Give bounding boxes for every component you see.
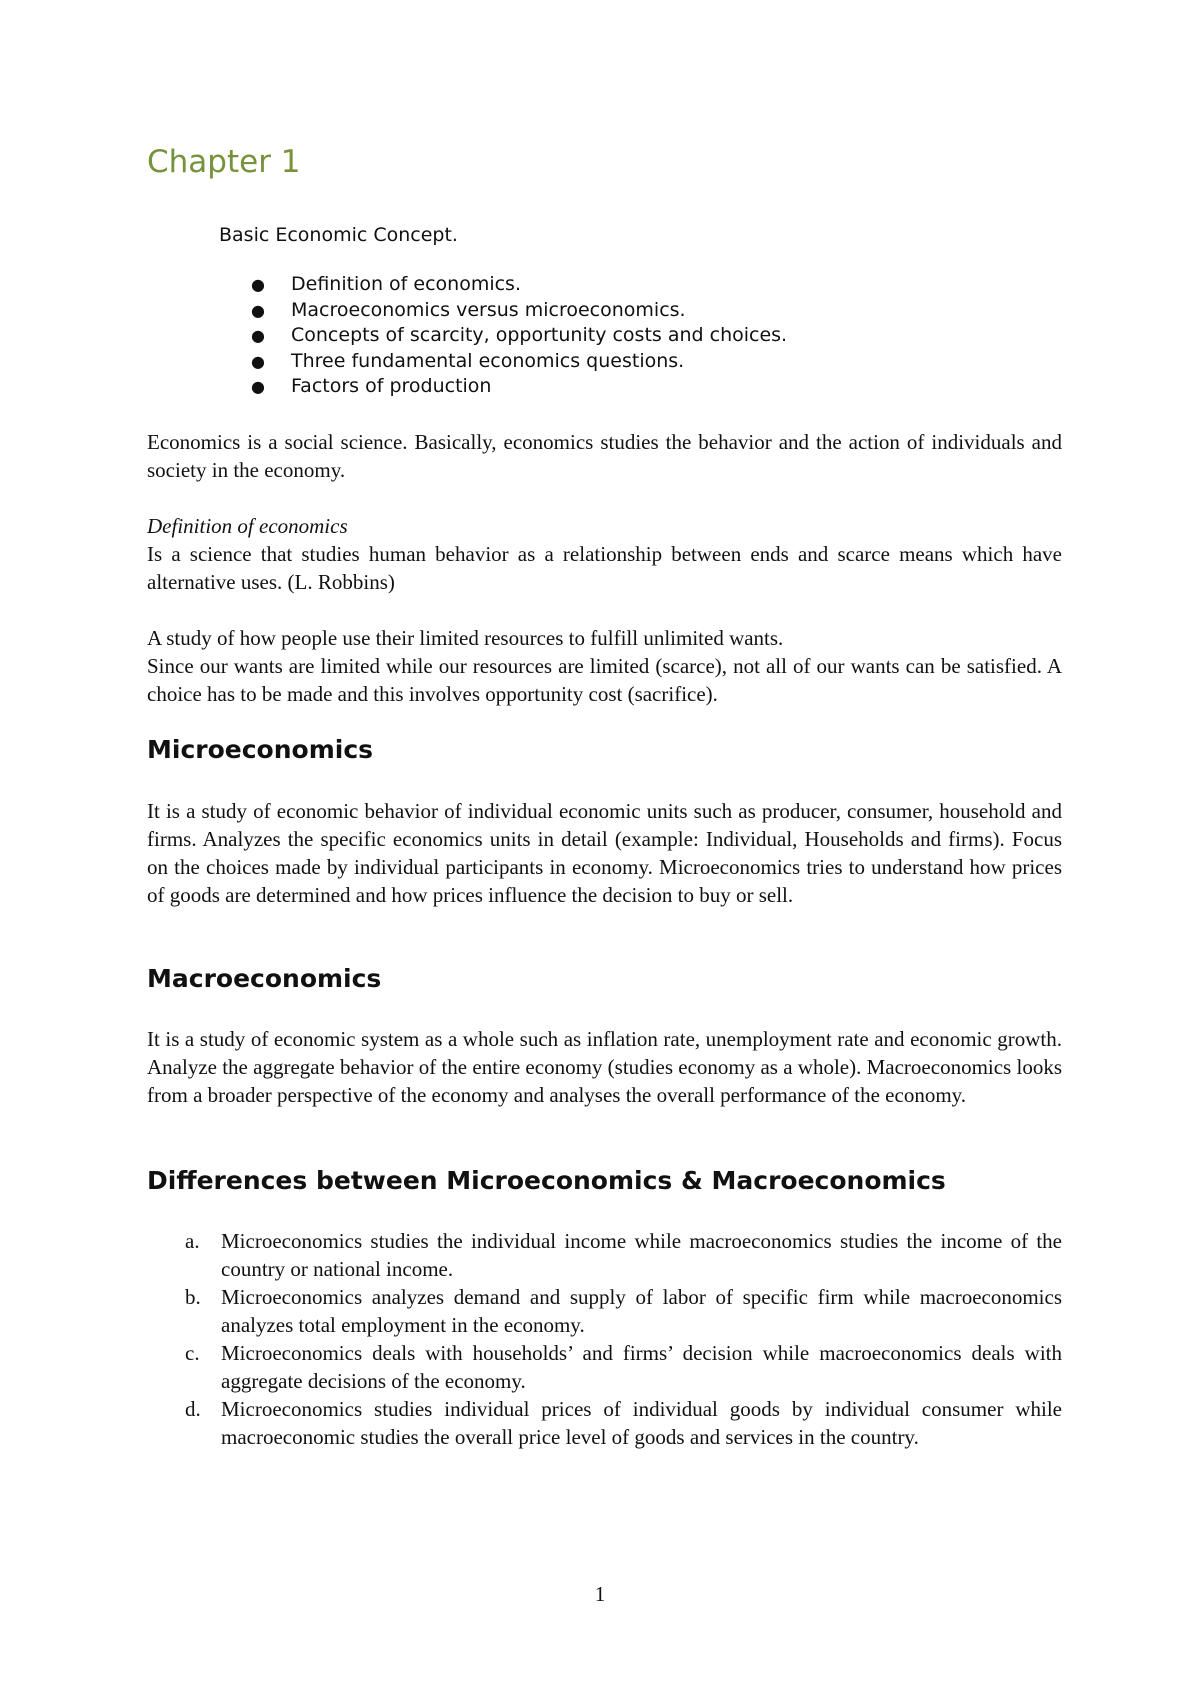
definition-block: [147, 512, 1062, 596]
difference-text: Microeconomics studies individual prices of individual goods by individual consumer while macroeconomic studies the overall price level of goods and services in the country.: [221, 1397, 1062, 1449]
differences-list: [185, 1227, 1062, 1451]
bullet-icon: ●: [251, 300, 265, 320]
difference-item: [185, 1339, 1062, 1395]
difference-text: Microeconomics deals with households’ and firms’ decision while macroeconomics deals with aggregate decisions of the economy.: [221, 1341, 1062, 1393]
scarcity-block: [147, 624, 1062, 708]
since-line: Since our wants are limited while our resources are limited (scarce), not all of our wants can be satisfied. A choice has to be made and this involves opportunity cost (sacrifice).: [147, 654, 1062, 706]
chapter-title: Chapter 1: [147, 144, 301, 180]
topics-intro: Basic Economic Concept.: [219, 224, 458, 246]
topic-item-text: Three fundamental economics questions.: [291, 349, 685, 372]
topic-item: [219, 323, 787, 349]
bullet-icon: ●: [251, 351, 265, 371]
topic-item-text: Concepts of scarcity, opportunity costs and choices.: [291, 324, 788, 346]
list-marker: b.: [185, 1285, 201, 1309]
page-number: 1: [594, 1582, 606, 1606]
topics-list: [219, 272, 787, 400]
definition-heading: Definition of economics: [147, 514, 348, 538]
macro-body: It is a study of economic system as a whole such as inflation rate, unemployment rate and economic growth. Analyze the aggregate behavior of the entire economy (studies economy as a whole). Macroeconomics looks from a broader perspective of the economy and analyses the overall performance of the economy.: [147, 1027, 1062, 1107]
definition-robbins: Is a science that studies human behavior as a relationship between ends and scarce means which have alternative uses. (L. Robbins): [147, 542, 1062, 594]
difference-text: Microeconomics analyzes demand and supply of labor of specific firm while macroeconomics analyzes total employment in the economy.: [221, 1285, 1062, 1337]
difference-item: [185, 1227, 1062, 1283]
topic-item-text: Factors of production: [291, 375, 492, 397]
topic-item-text: Macroeconomics versus microeconomics.: [291, 298, 686, 321]
micro-body: It is a study of economic behavior of individual economic units such as producer, consumer, household and firms. Analyzes the specific economics units in detail (example: Individual, Households and firms). Focus on the choices made by individual participants in economy. Microeconomics tries to understand how prices of goods are determined and how prices influence the decision to buy or sell.: [147, 799, 1062, 907]
list-marker: c.: [185, 1341, 200, 1365]
micro-heading: Microeconomics: [147, 735, 374, 764]
topic-item: [219, 374, 787, 400]
difference-item: [185, 1395, 1062, 1451]
study-line: A study of how people use their limited resources to fulfill unlimited wants.: [147, 626, 784, 650]
macro-heading: Macroeconomics: [147, 964, 382, 993]
difference-item: [185, 1283, 1062, 1339]
difference-text: Microeconomics studies the individual income while macroeconomics studies the income of the country or national income.: [221, 1229, 1062, 1281]
topic-item: [219, 349, 787, 375]
bullet-icon: ●: [251, 275, 265, 294]
list-marker: a.: [185, 1229, 200, 1253]
bullet-icon: ●: [251, 377, 265, 396]
bullet-icon: ●: [251, 326, 265, 345]
topic-item: [219, 272, 787, 298]
differences-heading: Differences between Microeconomics & Macroeconomics: [147, 1166, 946, 1195]
topic-item: [219, 298, 787, 324]
topic-item-text: Definition of economics.: [291, 273, 521, 295]
list-marker: d.: [185, 1397, 201, 1421]
intro-paragraph: Economics is a social science. Basically, economics studies the behavior and the action of individuals and society in the economy.: [147, 430, 1062, 482]
